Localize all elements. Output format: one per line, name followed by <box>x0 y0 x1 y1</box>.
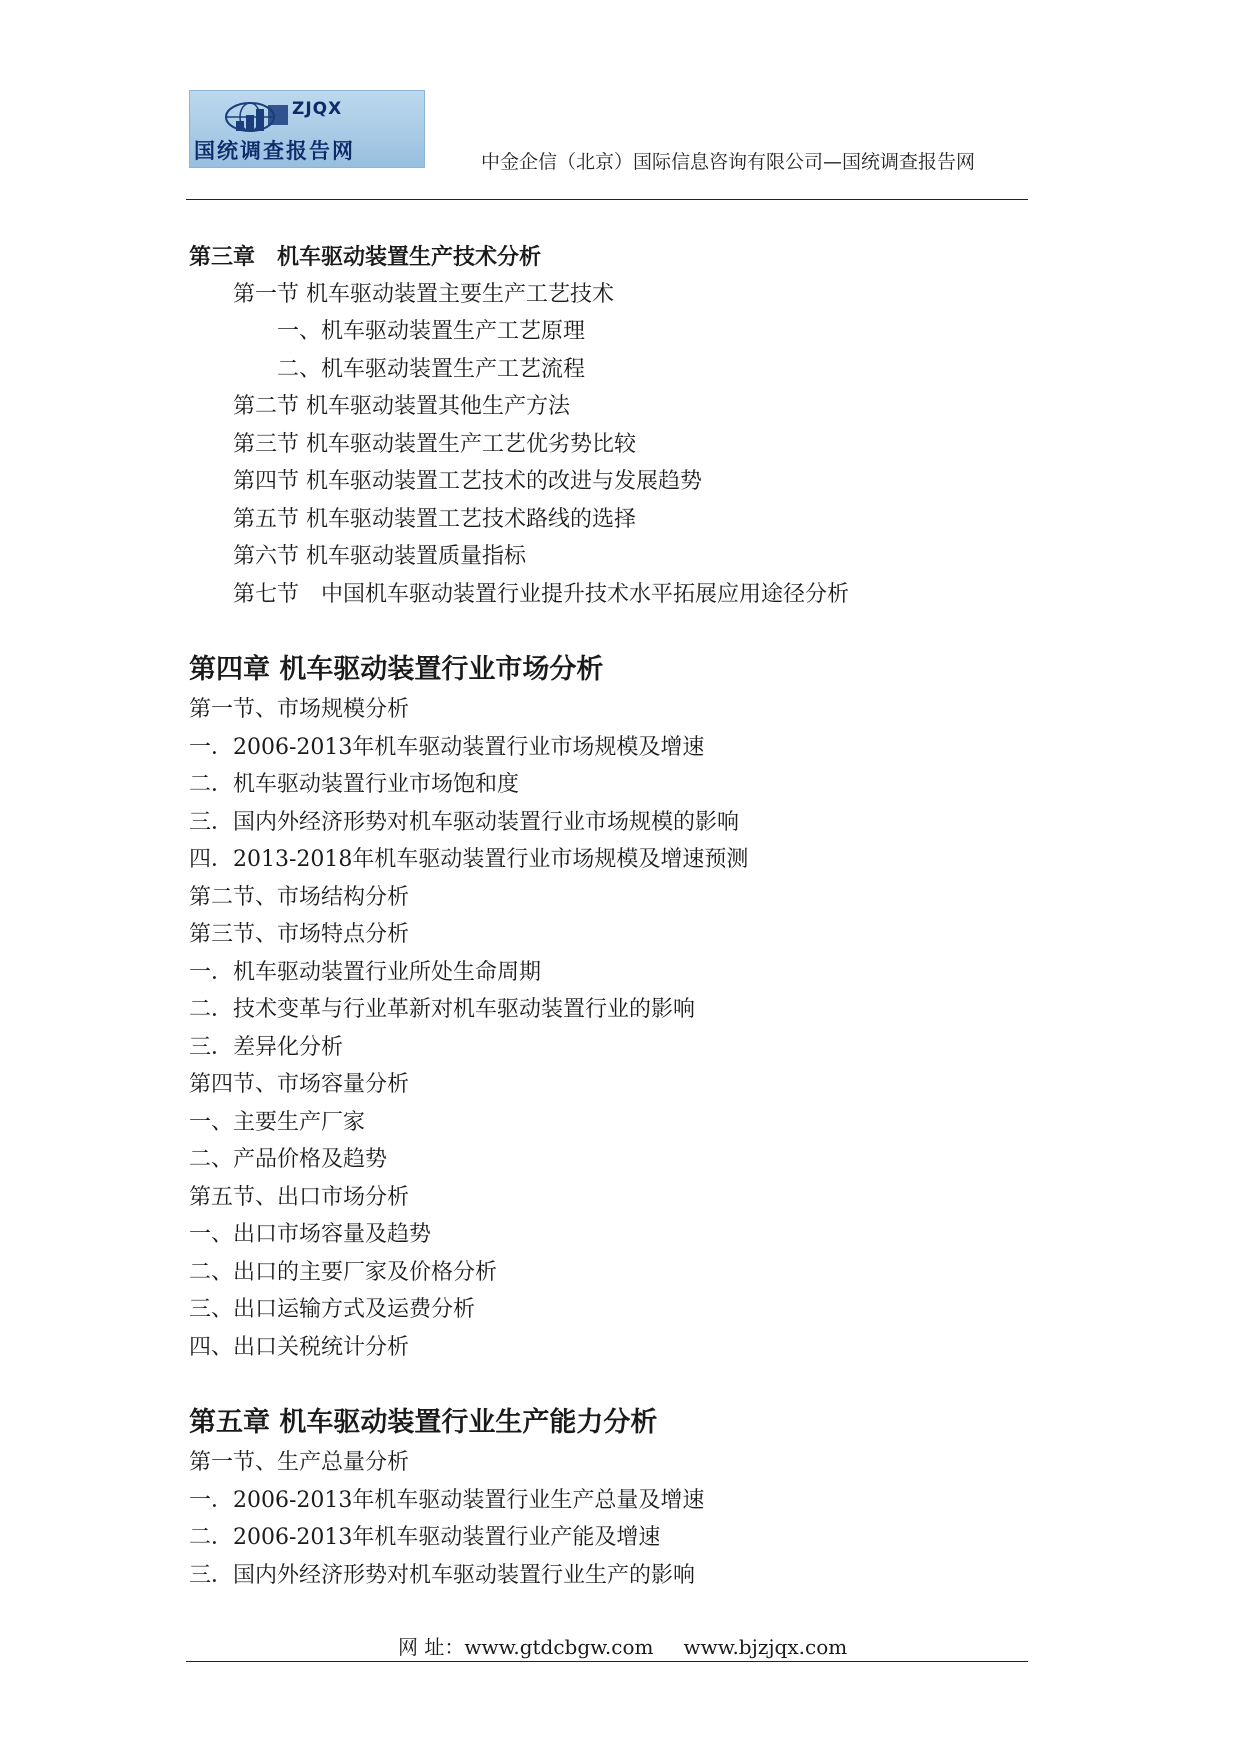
toc-item: 第四节 机车驱动装置工艺技术的改进与发展趋势 <box>233 469 702 494</box>
toc-item: 二、机车驱动装置生产工艺流程 <box>277 357 586 382</box>
toc-item: 一．2006-2013年机车驱动装置行业市场规模及增速 <box>189 735 705 760</box>
toc-item: 第三节、市场特点分析 <box>189 922 410 947</box>
toc-item: 第一节 机车驱动装置主要生产工艺技术 <box>233 282 614 307</box>
toc-item: 一、机车驱动装置生产工艺原理 <box>277 319 586 344</box>
footer-url-2[interactable]: www.bjzjqx.com <box>683 1635 848 1659</box>
toc-item: 四．2013-2018年机车驱动装置行业市场规模及增速预测 <box>189 847 749 872</box>
toc-item: 二．2006-2013年机车驱动装置行业产能及增速 <box>189 1525 661 1550</box>
toc-item: 三．国内外经济形势对机车驱动装置行业生产的影响 <box>189 1563 696 1588</box>
company-name: 中金企信（北京）国际信息咨询有限公司—国统调查报告网 <box>481 151 976 173</box>
toc-item: 三．国内外经济形势对机车驱动装置行业市场规模的影响 <box>189 810 740 835</box>
toc-item: 二、产品价格及趋势 <box>189 1147 388 1172</box>
toc-item: 第二节、市场结构分析 <box>189 885 410 910</box>
toc-item: 二．机车驱动装置行业市场饱和度 <box>189 772 520 797</box>
logo-text-en: ZJQX <box>292 99 343 119</box>
chapter-4-title: 第四章 机车驱动装置行业市场分析 <box>189 654 604 685</box>
toc-item: 第三节 机车驱动装置生产工艺优劣势比较 <box>233 432 636 457</box>
footer <box>398 1631 847 1660</box>
toc-item: 四、出口关税统计分析 <box>189 1335 410 1360</box>
logo-text-cn: 国统调查报告网 <box>194 139 355 163</box>
toc-item: 一．2006-2013年机车驱动装置行业生产总量及增速 <box>189 1488 705 1513</box>
toc-item: 二、出口的主要厂家及价格分析 <box>189 1260 498 1285</box>
toc-item: 一、主要生产厂家 <box>189 1110 366 1135</box>
toc-item: 第五节、出口市场分析 <box>189 1185 410 1210</box>
logo <box>189 90 425 168</box>
toc-item: 二．技术变革与行业革新对机车驱动装置行业的影响 <box>189 997 696 1022</box>
toc-item: 一．机车驱动装置行业所处生命周期 <box>189 960 542 985</box>
toc-item: 第二节 机车驱动装置其他生产方法 <box>233 394 570 419</box>
footer-label: 网 址： <box>398 1635 465 1659</box>
chapter-5-title: 第五章 机车驱动装置行业生产能力分析 <box>189 1407 658 1438</box>
toc-item: 第七节 中国机车驱动装置行业提升技术水平拓展应用途径分析 <box>233 582 850 607</box>
toc-item: 三、出口运输方式及运费分析 <box>189 1297 476 1322</box>
toc-item: 三．差异化分析 <box>189 1035 344 1060</box>
chapter-3-title: 第三章 机车驱动装置生产技术分析 <box>189 245 542 270</box>
footer-url-1[interactable]: www.gtdcbgw.com <box>464 1635 654 1659</box>
header-divider <box>186 199 1028 200</box>
toc-item: 第六节 机车驱动装置质量指标 <box>233 544 526 569</box>
toc-item: 第一节、生产总量分析 <box>189 1450 410 1475</box>
toc-item: 第一节、市场规模分析 <box>189 697 410 722</box>
toc-item: 第四节、市场容量分析 <box>189 1072 410 1097</box>
toc-item: 一、出口市场容量及趋势 <box>189 1222 432 1247</box>
footer-divider <box>186 1661 1028 1662</box>
toc-item: 第五节 机车驱动装置工艺技术路线的选择 <box>233 507 636 532</box>
